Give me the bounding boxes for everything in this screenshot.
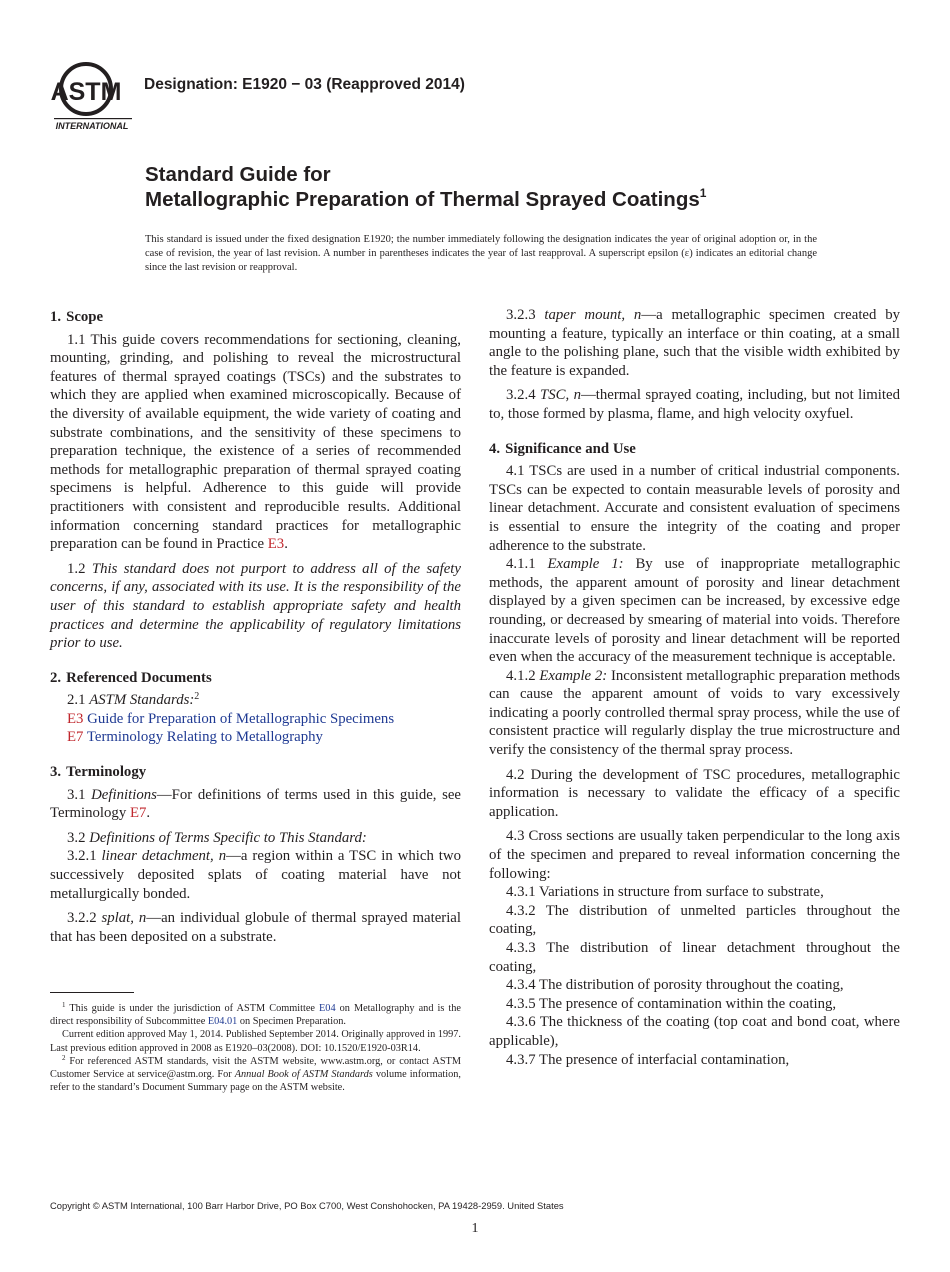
designation: Designation: E1920 − 03 (Reapproved 2014) [144,76,465,93]
reference-e3[interactable]: E3 Guide for Preparation of Metallographic Specimens [67,710,395,727]
section-heading-referenced-documents: 2. Referenced Documents [50,669,212,686]
title-line-2 [145,187,885,212]
link-e7[interactable]: E7 [129,805,147,822]
paragraph-1-1: 1.1 This guide covers recommendations for sectioning, cleaning, mounting, grinding, and polishing to reveal the microstructural features of thermal sprayed coatings (TSCs) and the substrates to which they are applied when examined microscopically. Because of the diversity of available equipment, the wide variety of coating and substrate combinations, and the sensitivity of these specimens to preparation technique, the existence of a series of recommended methods for metallographic preparation of thermal sprayed coating specimens is helpful. Adherence to this guide will provide practitioners with consistent and reproducible results. Additional information concerning standard practices for metallographic preparation can be found in Practice E3. [50,331,461,553]
copyright: Copyright © ASTM International, 100 Barr Harbor Drive, PO Box C700, West Conshohocken, PA 19428-2959. United States [50,1200,564,1211]
page-number: 1 [471,1221,479,1236]
section-heading-terminology: 3. Terminology [50,764,147,781]
right-column [489,306,900,1069]
paragraph-3-1: 3.1 Definitions—For definitions of terms used in this guide, see Terminology E7. [50,786,461,822]
title-line-1: Standard Guide for [145,163,331,186]
standard-notice: This standard is issued under the fixed designation E1920; the number immediately following the designation indicates the year of original adoption or, in the case of revision, the year of last revision. A number in parentheses indicates the year of last reapproval. A superscript epsilon (ε) indicates an editorial change since the last revision or reapproval. [145,234,817,273]
header [50,56,910,138]
paragraph-1-2: 1.2 This standard does not purport to address all of the safety concerns, if any, associated with its use. It is the responsibility of the user of this standard to establish appropriate safety and health practices and determine the applicability of regulatory limitations prior to use. [50,560,461,652]
footnote-1: $^1$ This guide is under the jurisdiction of ASTM Committee E04 on Metallography and is the direct responsibility of Subcommittee E04.01 on Specimen Preparation. [50,1001,461,1028]
paragraph-3-2-4: 3.2.4 TSC, n—thermal sprayed coating, including, but not limited to, those formed by plasma, flame, and high velocity oxyfuel. [489,387,900,422]
reference-e7[interactable]: E7 Terminology Relating to Metallography [67,729,323,746]
paragraph-4-3-6: 4.3.6 The thickness of the coating (top coat and bond coat, where applicable), [489,1014,900,1049]
paragraph-4-1: 4.1 TSCs are used in a number of critical industrial components. TSCs can be expected to contain measurable levels of porosity and linear detachment. Accurate and consistent evaluation of specimens is essential to ensure the integrity of the coating and proper adherence to the substrate. [489,463,900,554]
paragraph-4-2: 4.2 During the development of TSC procedures, metallographic information is necessary to validate the efficacy of a specific application. [489,766,900,820]
paragraph-3-2-1: 3.2.1 linear detachment, n—a region within a TSC in which two successively deposited splats of coating material have not metallurgically bonded. [50,848,462,902]
astm-logo-icon [50,56,134,134]
paragraph-4-1-2: 4.1.2 Example 2: Inconsistent metallographic preparation methods can cause the apparent amount of voids to vary excessively indicating a poorly controlled thermal spray process, while the use of consistent practice will regularly display the true microstructure and verify the consistency of the thermal spray process. [489,667,901,759]
paragraph-4-3: 4.3 Cross sections are usually taken perpendicular to the long axis of the specimen and prepared to reveal information concerning the following: [489,828,900,882]
paragraph-4-3-1: 4.3.1 Variations in structure from surface to substrate, [506,884,824,901]
paragraph-4-3-5: 4.3.5 The presence of contamination within the coating, [506,995,837,1012]
link-e3[interactable]: E3 [267,536,285,553]
left-column [50,308,461,946]
paragraph-4-3-4: 4.3.4 The distribution of porosity throughout the coating, [506,977,844,994]
paragraph-4-3-3: 4.3.3 The distribution of linear detachment throughout the coating, [489,940,900,975]
footnote-1-edition: Current edition approved May 1, 2014. Published September 2014. Originally approved in 1997. Last previous edition approved in 2008 as E1920–03(2008). DOI: 10.1520/E1920-03R14. [50,1029,461,1054]
paragraph-4-3-2: 4.3.2 The distribution of unmelted particles throughout the coating, [489,902,900,938]
paragraph-2-1: 2.1 ASTM Standards:$^2$ [67,691,200,709]
title-line-2-text: Metallographic Preparation of Thermal Sprayed Coatings [145,188,700,211]
paragraph-4-1-1: 4.1.1 Example 1: By use of inappropriate metallographic methods, the apparent amount of porosity and linear detachment displayed by a given specimen can be increased, by excessive edge rounding, or decreased by smearing of material into voids. Therefore inaccurate levels of porosity and linear detachment will be reported even when the accuracy of the measurement technique is acceptable. [489,556,901,666]
section-heading-significance: 4. Significance and Use [489,440,636,457]
page-title [145,162,885,212]
link-e04-01[interactable]: E04.01 [207,1016,238,1028]
svg-text:INTERNATIONAL: INTERNATIONAL [55,121,129,131]
paragraph-3-2-3: 3.2.3 taper mount, n—a metallographic specimen created by mounting a feature, typically an interface or thin coating, at a small angle to the polishing plane, such that the visible width exhibited by the feature is expanded. [489,307,900,379]
title-footnote-mark: 1 [699,186,707,200]
footnote-divider [50,992,134,993]
footnotes [50,1002,461,1094]
footnote-2: $^2$ For referenced ASTM standards, visit the ASTM website, www.astm.org, or contact ASTM Customer Service at service@astm.org. For Annual Book of ASTM Standards volume information, refer to the standard’s Document Summary page on the ASTM website. [50,1053,461,1094]
paragraph-3-2-2: 3.2.2 splat, n—an individual globule of thermal sprayed material that has been deposited on a substrate. [50,910,461,945]
paragraph-3-2: 3.2 Definitions of Terms Specific to This Standard: [67,829,367,846]
paragraph-4-3-7: 4.3.7 The presence of interfacial contamination, [506,1051,790,1068]
section-heading-scope: 1. Scope [50,309,104,325]
link-e04[interactable]: E04 [319,1003,336,1014]
svg-text:ASTM: ASTM [50,78,122,106]
